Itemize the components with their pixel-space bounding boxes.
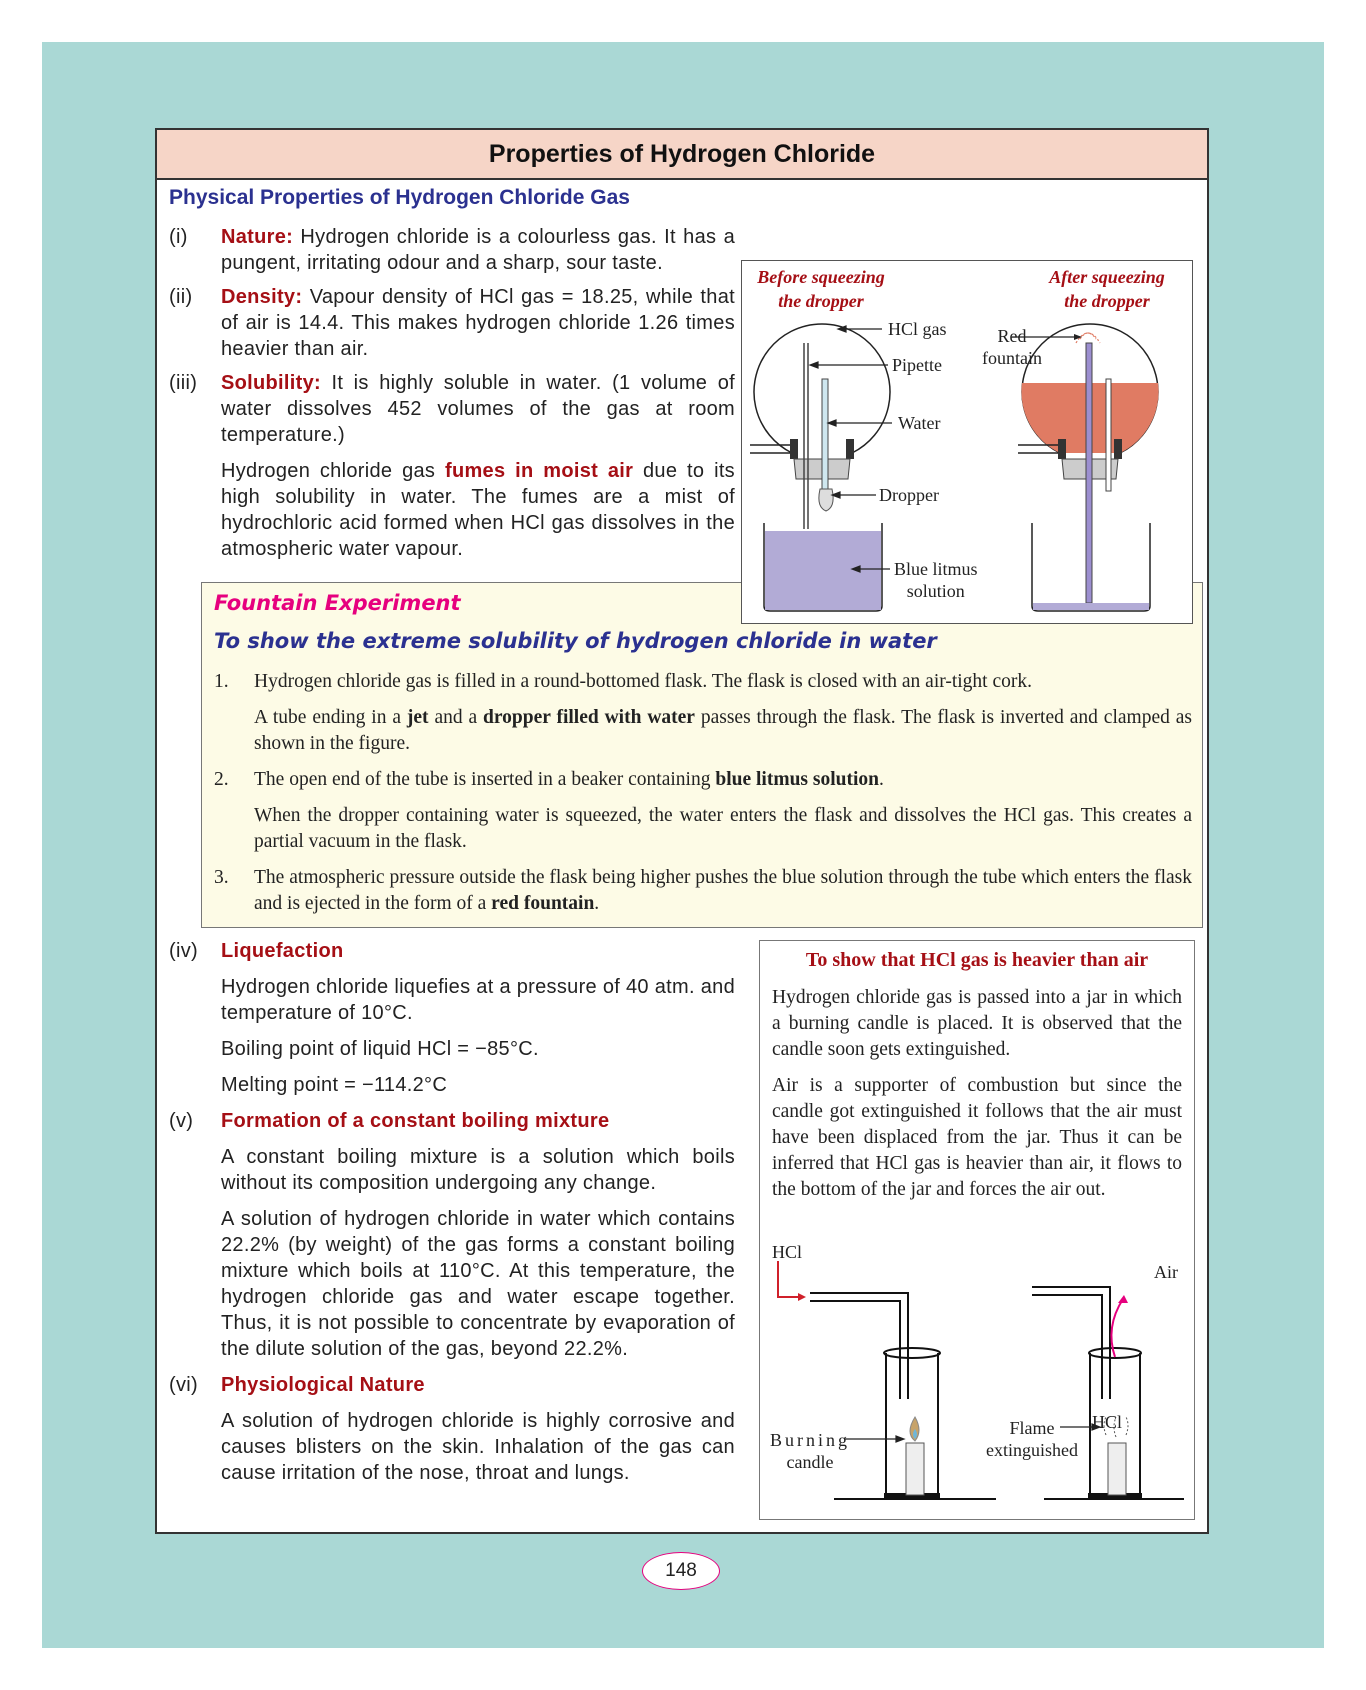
- melting-point: Melting point = −114.2°C: [221, 1074, 448, 1096]
- candle-jar-diagram-icon: [760, 1231, 1194, 1519]
- properties-list-2: [169, 938, 735, 1486]
- properties-list: [169, 224, 735, 562]
- step-1-detail: A tube ending in a jet and a dropper filled with water passes through the flask. The flask is inverted and clamped as shown in the figure.: [254, 707, 1192, 754]
- fumes-paragraph: Hydrogen chloride gas fumes in moist air due to its high solubility in water. The fumes are a mist of hydrochloric acid formed when HCl gas dissolves in the atmospheric water vapour.: [221, 460, 735, 560]
- physiological-text: A solution of hydrogen chloride is highly corrosive and causes blisters on the skin. Inhalation of the gas can cause irritation of the nose, throat and lungs.: [221, 1410, 735, 1484]
- label-red-fountain: Red fountain: [982, 326, 1042, 368]
- label-pipette: Pipette: [892, 355, 942, 375]
- fountain-figure: [741, 260, 1193, 624]
- step-2: 2. The open end of the tube is inserted in a beaker containing blue litmus solution.: [214, 769, 884, 790]
- property-solubility: (iii) Solubility: It is highly soluble in water. (1 volume of water dissolves 452 volumes of the gas at room temperature.): [169, 372, 735, 446]
- term-label: Nature:: [221, 226, 294, 248]
- label-dropper: Dropper: [879, 485, 939, 505]
- section-heading: Physical Properties of Hydrogen Chloride Gas: [169, 186, 630, 209]
- after-caption: After squeezing the dropper: [1049, 267, 1165, 311]
- box-text: Hydrogen chloride gas is passed into a jar in which a burning candle is placed. It is observed that the candle soon gets extinguished. Air is a supporter of combustion but since the candle got extinguished it follows that the air must have been displaced from the jar. Thus it can be inferred that HCl gas is heavier than air, it flows to the bottom of the jar and forces the air out.: [772, 987, 1182, 1200]
- box-title: To show that HCl gas is heavier than air: [805, 949, 1149, 971]
- label-hcl-jar: HCl: [1092, 1412, 1123, 1432]
- fountain-title: Fountain Experiment: [214, 591, 461, 615]
- heavier-than-air-box: [759, 940, 1195, 1520]
- physiological-heading: (vi) Physiological Nature: [169, 1374, 425, 1396]
- boiling-point: Boiling point of liquid HCl = −85°C.: [221, 1038, 539, 1060]
- constant-boiling-text-1: A constant boiling mixture is a solution which boils without its composition undergoing any change.: [221, 1146, 735, 1194]
- constant-boiling-heading: (v) Formation of a constant boiling mixture: [169, 1110, 610, 1132]
- property-nature: (i) Nature: Hydrogen chloride is a colourless gas. It has a pungent, irritating odour and a sharp, sour taste.: [169, 226, 735, 274]
- term-label: Density:: [221, 286, 303, 308]
- label-burning-candle: Burning candle: [770, 1430, 851, 1472]
- label-water: Water: [898, 413, 941, 433]
- constant-boiling-text-2: A solution of hydrogen chloride in water which contains 22.2% (by weight) of the gas forms a constant boiling mixture which boils at 110°C. At this temperature, the hydrogen chloride gas and water escape together. Thus, it is not possible to concentrate by evaporation of the dilute solution of the gas, beyond 22.2%.: [221, 1208, 735, 1360]
- before-caption: Before squeezing the dropper: [757, 267, 885, 311]
- label-air: Air: [1154, 1262, 1178, 1282]
- label-flame-extinguished: Flame extinguished: [986, 1418, 1078, 1460]
- fountain-steps: [214, 669, 1192, 917]
- step-1: 1. Hydrogen chloride gas is filled in a round-bottomed flask. The flask is closed with an air-tight cork.: [214, 671, 1032, 692]
- term-label: Solubility:: [221, 372, 321, 394]
- page-title: Properties of Hydrogen Chloride: [157, 130, 1207, 180]
- fountain-experiment-box: [201, 582, 1203, 928]
- textbook-page: [155, 128, 1209, 1534]
- page-number: 148: [642, 1552, 720, 1590]
- step-2-detail: When the dropper containing water is squeezed, the water enters the flask and dissolves the HCl gas. This creates a partial vacuum in the flask.: [254, 805, 1192, 852]
- label-hcl-gas: HCl gas: [888, 319, 947, 339]
- label-hcl-inlet: HCl: [772, 1242, 803, 1262]
- liquefaction-heading: (iv) Liquefaction: [169, 940, 344, 962]
- property-density: (ii) Density: Vapour density of HCl gas = 18.25, while that of air is 14.4. This makes hydrogen chloride 1.26 times heavier than air.: [169, 286, 735, 360]
- label-blue-litmus: Blue litmus solution: [894, 559, 978, 601]
- step-3: 3. The atmospheric pressure outside the flask being higher pushes the blue solution through the tube which enters the flask and is ejected in the form of a red fountain.: [214, 867, 1192, 914]
- fountain-subtitle: To show the extreme solubility of hydrogen chloride in water: [214, 629, 937, 653]
- liquefaction-text: Hydrogen chloride liquefies at a pressure of 40 atm. and temperature of 10°C.: [221, 976, 735, 1024]
